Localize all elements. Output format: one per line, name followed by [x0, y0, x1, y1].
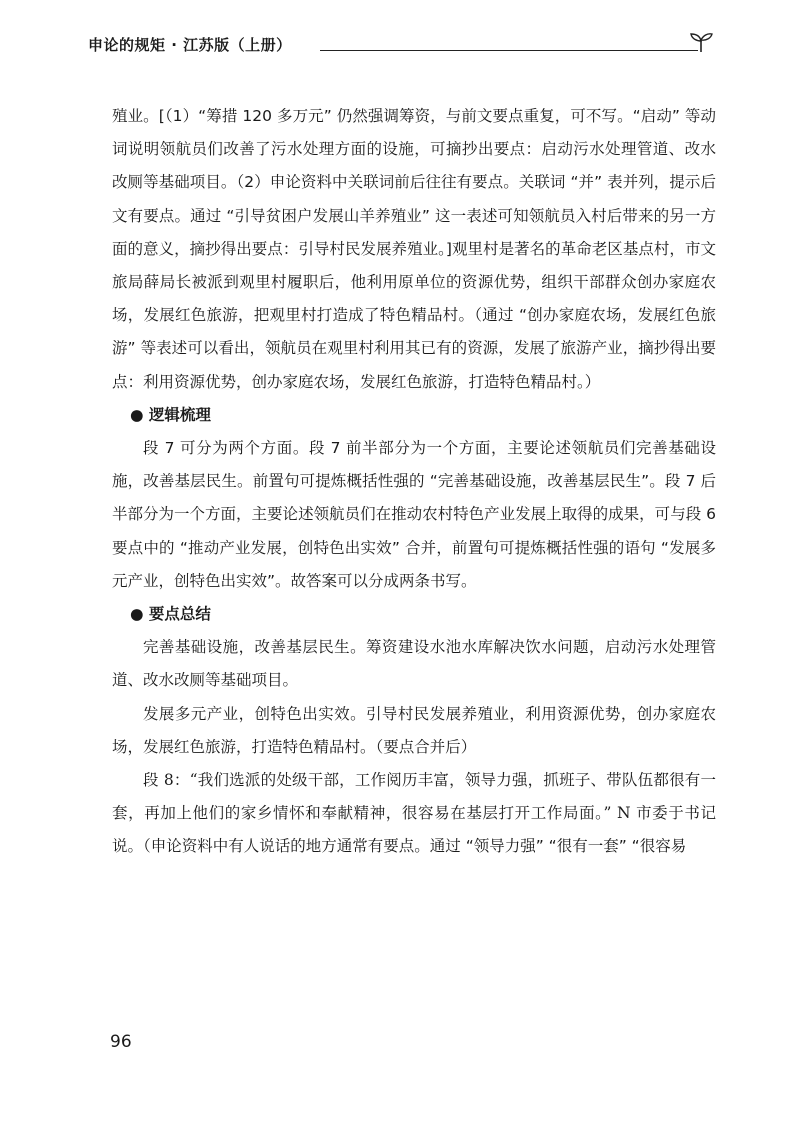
source-text: 段 8：“我们选派的处级干部，工作阅历丰富，领导力强，抓班子、带队伍都很有一套，再加上他们的家乡情怀和奉献精神，很容易在基层打开工作局面。” N 市委于书记说。: [112, 771, 716, 856]
source-text: 观里村是著名的革命老区基点村，市文旅局薛局长被派到观里村履职后，他利用原单位的资源优势，组织干部群众创办家庭农场，发展红色旅游，把观里村打造成了特色精品村。: [112, 239, 716, 325]
analysis-note: 殖业。[（1）“筹措 120 多万元” 仍然强调筹资，与前文要点重复，可不写。“启动” 等动词说明领航员们改善了污水处理方面的设施，可摘抄出要点：启动污水处理管道、改水改厕等基础项目。（2）申论资料中关联词前后往往有要点。关联词 “并” 表并列，提示后文有要点。通过 “引导贫困户发展山羊养殖业” 这一表述可知领航员入村后带来的另一方面的意义，摘抄得出要点：引导村民发展养殖业。]: [112, 107, 716, 258]
running-header: [88, 30, 718, 60]
page-number: 96: [110, 1032, 132, 1052]
summary-point-2: 发展多元产业，创特色出实效。引导村民发展养殖业，利用资源优势，创办家庭农场，发展红色旅游，打造特色精品村。（要点合并后）: [112, 704, 716, 756]
book-title: 申论的规矩 · 江苏版（上册）: [88, 36, 292, 54]
logic-paragraph: 段 7 可分为两个方面。段 7 前半部分为一个方面，主要论述领航员们完善基础设施，改善基层民生。前置句可提炼概括性强的 “完善基础设施，改善基层民生”。段 7 后半部分为一个方面，主要论述领航员们在推动农村特色产业发展上取得的成果，可与段 6 要点中的 “推动产业发展，创特色出实效” 合并，前置句可提炼概括性强的语句 “发展多元产业，创特色出实效”。故答案可以分成两条书写。: [112, 439, 716, 590]
section-heading-logic: ● 逻辑梳理: [130, 405, 211, 424]
sprout-icon: [688, 30, 714, 54]
header-divider: [320, 50, 698, 51]
page-body: [112, 100, 716, 864]
analysis-note: （通过 “创办家庭农场，发展红色旅游” 等表述可以看出，领航员在观里村利用其已有的资源，发展了旅游产业，摘抄得出要点：利用资源优势，创办家庭农场，发展红色旅游，打造特色精品村。）: [112, 306, 716, 391]
section-heading-summary: ● 要点总结: [130, 605, 211, 624]
analysis-note: （申论资料中有人说话的地方通常有要点。通过 “领导力强” “很有一套” “很容易: [143, 837, 687, 856]
summary-point-1: 完善基础设施，改善基层民生。筹资建设水池水库解决饮水问题，启动污水处理管道、改水改厕等基础项目。: [112, 638, 716, 690]
paragraph-continuation: [112, 100, 716, 399]
paragraph-8: [112, 764, 716, 864]
